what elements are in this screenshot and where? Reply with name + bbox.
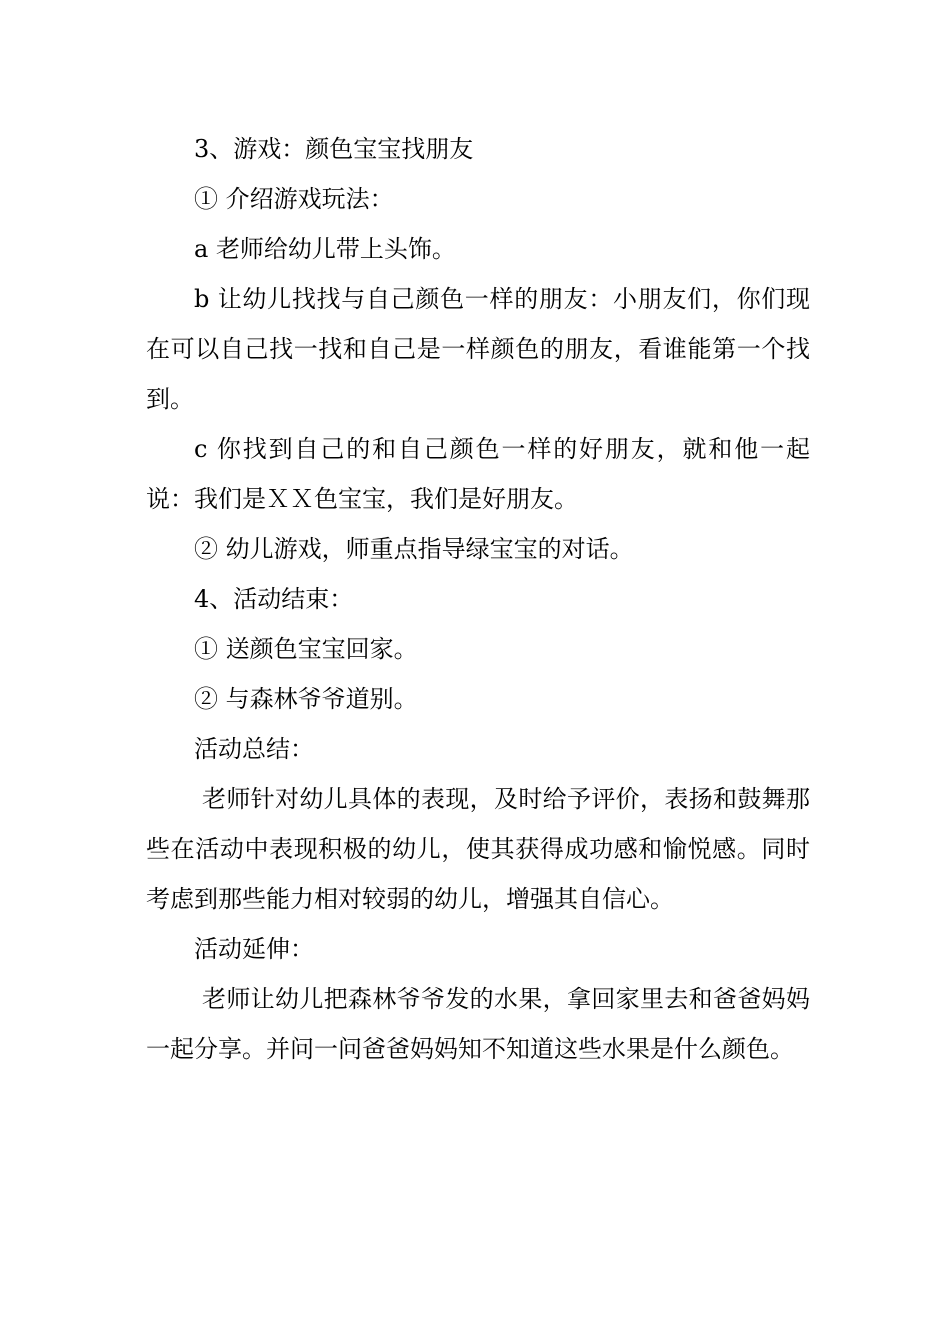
summary-text: 老师针对幼儿具体的表现，及时给予评价，表扬和鼓舞那些在活动中表现积极的幼儿，使其获得成功感和愉悦感。同时考虑到那些能力相对较弱的幼儿，增强其自信心。 [146, 785, 810, 913]
section-heading-end: 4、活动结束： [194, 585, 354, 613]
game-rules-intro: ① 介绍游戏玩法： [194, 185, 394, 213]
summary-heading: 活动总结： [194, 735, 314, 763]
section-heading-game: 3、游戏：颜色宝宝找朋友 [194, 135, 474, 163]
document-body [146, 124, 810, 1074]
game-step-b: b 让幼儿找找与自己颜色一样的朋友：小朋友们，你们现在可以自己找一找和自己是一样颜色的朋友，看谁能第一个找到。 [146, 285, 810, 413]
game-step-a: a 老师给幼儿带上头饰。 [194, 235, 456, 263]
child-game-note: ② 幼儿游戏，师重点指导绿宝宝的对话。 [194, 535, 634, 563]
game-step-c: c 你找到自己的和自己颜色一样的好朋友，就和他一起说：我们是ＸＸ色宝宝，我们是好朋友。 [146, 435, 810, 513]
end-step-2: ② 与森林爷爷道别。 [194, 685, 418, 713]
extension-text: 老师让幼儿把森林爷爷发的水果，拿回家里去和爸爸妈妈一起分享。并问一问爸爸妈妈知不知道这些水果是什么颜色。 [146, 985, 810, 1063]
end-step-1: ① 送颜色宝宝回家。 [194, 635, 418, 663]
extension-heading: 活动延伸： [194, 935, 314, 963]
